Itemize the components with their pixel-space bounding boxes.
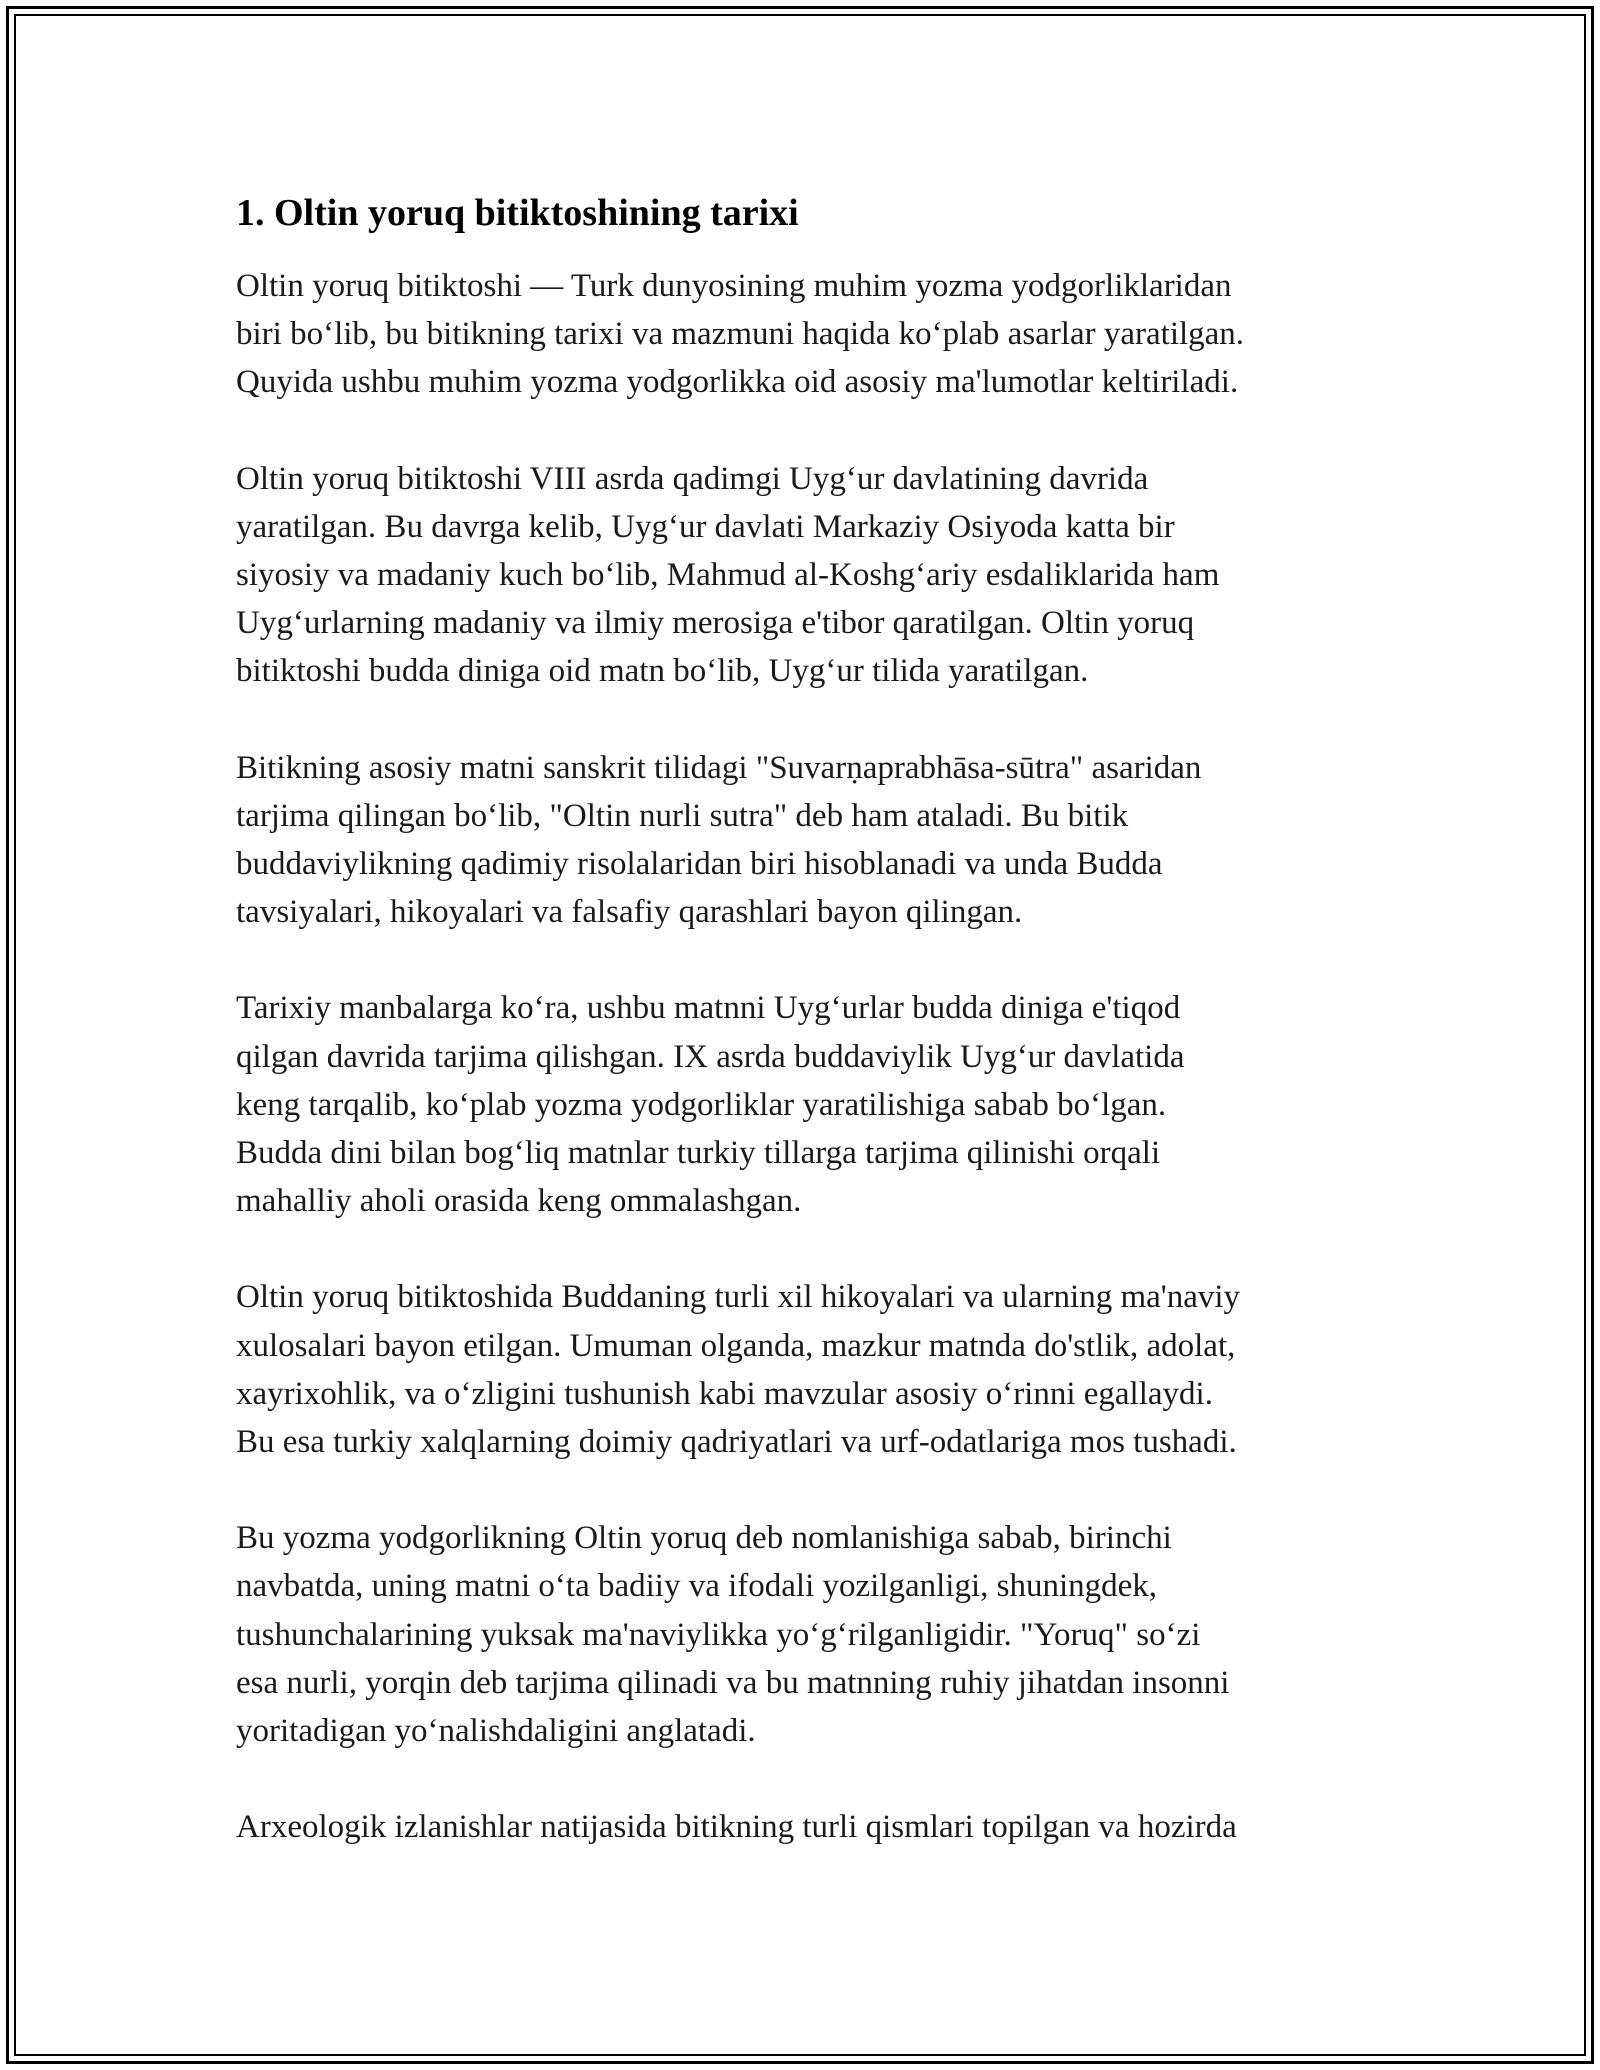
text-line: tushunchalarining yuksak ma'naviylikka yo‘g‘rilganligidir. "Yoruq" so‘zi bbox=[236, 1616, 1201, 1653]
text-line: esa nurli, yorqin deb tarjima qilinadi va bu matnning ruhiy jihatdan insonni bbox=[236, 1664, 1230, 1701]
text-line: xulosalari bayon etilgan. Umuman olganda, mazkur matnda do'stlik, adolat, bbox=[236, 1327, 1236, 1364]
paragraph-2 bbox=[236, 455, 1376, 696]
text-line: Tarixiy manbalarga ko‘ra, ushbu matnni Uyg‘urlar budda diniga e'tiqod bbox=[236, 990, 1181, 1027]
text-line: tavsiyalari, hikoyalari va falsafiy qarashlari bayon qilingan. bbox=[236, 894, 1023, 931]
text-line: siyosiy va madaniy kuch bo‘lib, Mahmud al-Koshg‘ariy esdaliklarida ham bbox=[236, 557, 1220, 594]
text-line: Bitikning asosiy matni sanskrit tilidagi "Suvarṇaprabhāsa-sūtra" asaridan bbox=[236, 749, 1202, 786]
text-line: Uyg‘urlarning madaniy va ilmiy merosiga e'tibor qaratilgan. Oltin yoruq bbox=[236, 605, 1195, 642]
paragraph-6 bbox=[236, 1514, 1376, 1755]
text-line: mahalliy aholi orasida keng ommalashgan. bbox=[236, 1183, 802, 1220]
paragraph-1 bbox=[236, 262, 1376, 407]
section-heading: 1. Oltin yoruq bitiktoshining tarixi bbox=[236, 192, 799, 234]
text-line: yaratilgan. Bu davrga kelib, Uyg‘ur davlati Markaziy Osiyoda katta bir bbox=[236, 508, 1175, 545]
text-line: tarjima qilingan bo‘lib, "Oltin nurli sutra" deb ham ataladi. Bu bitik bbox=[236, 797, 1129, 834]
document-body bbox=[236, 190, 1376, 1899]
paragraph-4 bbox=[236, 984, 1376, 1225]
text-line: Bu esa turkiy xalqlarning doimiy qadriyatlari va urf-odatlariga mos tushadi. bbox=[236, 1424, 1237, 1461]
text-line: keng tarqalib, ko‘plab yozma yodgorliklar yaratilishiga sabab bo‘lgan. bbox=[236, 1086, 1167, 1123]
paragraph-3 bbox=[236, 744, 1376, 937]
paragraph-7 bbox=[236, 1803, 1376, 1851]
text-line: navbatda, uning matni o‘ta badiiy va ifodali yozilganligi, shuningdek, bbox=[236, 1568, 1158, 1605]
text-line: Oltin yoruq bitiktoshida Buddaning turli xil hikoyalari va ularning ma'naviy bbox=[236, 1279, 1241, 1316]
paragraph-5 bbox=[236, 1273, 1376, 1466]
text-line: Quyida ushbu muhim yozma yodgorlikka oid asosiy ma'lumotlar keltiriladi. bbox=[236, 364, 1239, 401]
text-line: biri bo‘lib, bu bitikning tarixi va mazmuni haqida ko‘plab asarlar yaratilgan. bbox=[236, 316, 1245, 353]
text-line: Oltin yoruq bitiktoshi VIII asrda qadimgi Uyg‘ur davlatining davrida bbox=[236, 460, 1149, 497]
text-line: Bu yozma yodgorlikning Oltin yoruq deb nomlanishiga sabab, birinchi bbox=[236, 1520, 1172, 1557]
text-line: Budda dini bilan bog‘liq matnlar turkiy tillarga tarjima qilinishi orqali bbox=[236, 1135, 1161, 1172]
text-line: qilgan davrida tarjima qilishgan. IX asrda buddaviylik Uyg‘ur davlatida bbox=[236, 1038, 1185, 1075]
text-line: bitiktoshi budda diniga oid matn bo‘lib, Uyg‘ur tilida yaratilgan. bbox=[236, 653, 1089, 690]
text-line: Oltin yoruq bitiktoshi — Turk dunyosining muhim yozma yodgorliklaridan bbox=[236, 268, 1232, 304]
text-line: yoritadigan yo‘nalishdaligini anglatadi. bbox=[236, 1713, 756, 1750]
text-line: xayrixohlik, va o‘zligini tushunish kabi mavzular asosiy o‘rinni egallaydi. bbox=[236, 1375, 1213, 1412]
text-line: buddaviylikning qadimiy risolalaridan biri hisoblanadi va unda Budda bbox=[236, 846, 1163, 883]
text-line: Arxeologik izlanishlar natijasida bitikning turli qismlari topilgan va hozirda bbox=[236, 1809, 1237, 1846]
